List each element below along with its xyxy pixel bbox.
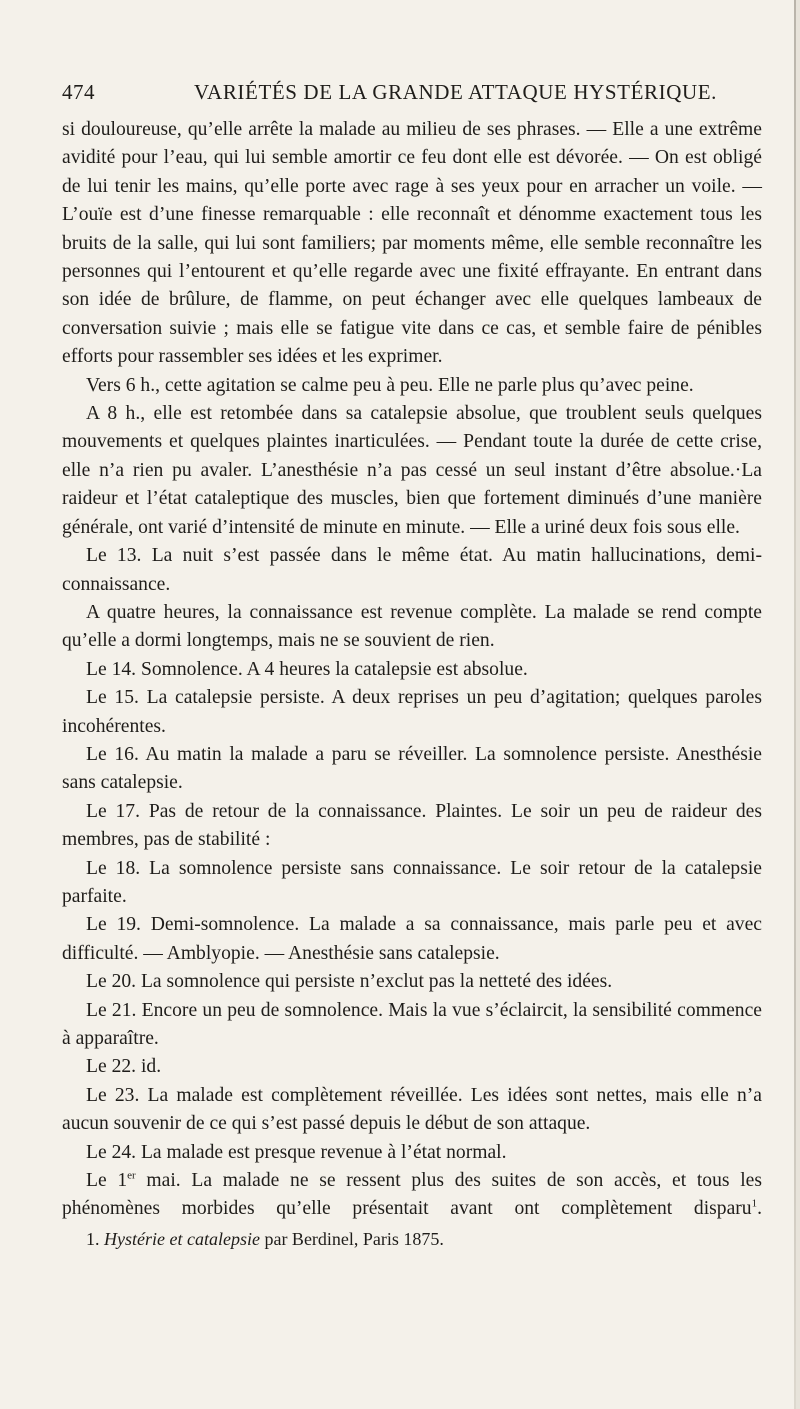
page-content bbox=[62, 80, 762, 1252]
paragraph-final bbox=[62, 1167, 762, 1224]
footnote-title: Hystérie et catalepsie bbox=[104, 1228, 260, 1249]
paragraph: Le 17. Pas de retour de la connaissance. Plaintes. Le soir un peu de raideur des membres, pas de stabilité : bbox=[62, 800, 762, 851]
paragraph: A 8 h., elle est retombée dans sa catalepsie absolue, que troublent seuls quelques mouvements et quelques plaintes inarticulées. — Pendant toute la durée de cette crise, elle n’a rien pu avaler. L’anesthésie n’a pas cessé un seul instant d’être absolue.·La raideur et l’état cataleptique des muscles, bien que fortement diminués d’une manière générale, ont varié d’intensité de minute en minute. — Elle a uriné deux fois sous elle. bbox=[62, 403, 762, 538]
page-edge-shadow bbox=[796, 0, 800, 1409]
final-day-superscript: er bbox=[127, 1169, 136, 1182]
running-title: VARIÉTÉS DE LA GRANDE ATTAQUE HYSTÉRIQUE. bbox=[194, 80, 718, 104]
paragraph: Le 15. La catalepsie persiste. A deux reprises un peu d’agitation; quelques paroles incohérentes. bbox=[62, 687, 762, 737]
final-day: Le 1 bbox=[86, 1170, 128, 1192]
paragraph: Le 18. La somnolence persiste sans connaissance. Le soir retour de la catalepsie parfaite. bbox=[62, 857, 762, 907]
footnote-citation: par Berdinel, Paris 1875. bbox=[259, 1228, 444, 1249]
paragraph: Le 19. Demi-somnolence. La malade a sa connaissance, mais parle peu et avec difficulté. — Amblyopie. — Anesthésie sans catalepsie. bbox=[62, 914, 762, 964]
paragraph: Le 23. La malade est complètement réveillée. Les idées sont nettes, mais elle n’a aucun souvenir de ce qui s’est passé depuis le début de son attaque. bbox=[62, 1084, 762, 1135]
running-header bbox=[62, 80, 762, 114]
page-number: 474 bbox=[62, 80, 95, 104]
final-period: . bbox=[757, 1198, 762, 1220]
page-edge bbox=[794, 0, 796, 1409]
paragraph: Le 20. La somnolence qui persiste n’exclut pas la netteté des idées. bbox=[86, 971, 613, 993]
paragraph: si douloureuse, qu’elle arrête la malade au milieu de ses phrases. — Elle a une extrême avidité pour l’eau, qui lui semble amortir ce feu dont elle est dévorée. — On est obligé de lui tenir les mains, qu’elle porte avec rage à ses yeux pour en arracher un voile. — L’ouïe est d’une finesse remarquable : elle reconnaît et dénomme exactement tous les bruits de la salle, qui lui sont familiers; par moments même, elle semble reconnaître les personnes qui l’entourent et qu’elle regarde avec une fixité effrayante. En entrant dans son idée de brûlure, de flamme, on peut échanger avec elle quelques lambeaux de conversation suivie ; mais elle se fatigue vite dans ce cas, et semble faire de pénibles efforts pour rassembler ses idées et les exprimer. bbox=[62, 119, 762, 368]
body-text bbox=[62, 116, 762, 1224]
paragraph: Le 16. Au matin la malade a paru se réveiller. La somnolence persiste. Anesthésie sans catalepsie. bbox=[62, 743, 762, 794]
footnote bbox=[62, 1226, 762, 1252]
paragraph: Le 14. Somnolence. A 4 heures la catalepsie est absolue. bbox=[86, 658, 528, 680]
footnote-number: 1. bbox=[86, 1228, 100, 1249]
final-text: mai. La malade ne se ressent plus des suites de son accès, et tous les phénomènes morbides qu’elle présentait avant ont complètement disparu bbox=[62, 1170, 762, 1220]
paragraph: Vers 6 h., cette agitation se calme peu à peu. Elle ne parle plus qu’avec peine. bbox=[86, 374, 694, 396]
paragraph: Le 22. id. bbox=[86, 1056, 162, 1078]
footnote-reference: 1 bbox=[751, 1197, 758, 1210]
paragraph: A quatre heures, la connaissance est revenue complète. La malade se rend compte qu’elle a dormi longtemps, mais ne se souvient de rien. bbox=[62, 601, 762, 652]
paragraph: Le 13. La nuit s’est passée dans le même état. Au matin hallucinations, demi-connaissance. bbox=[62, 545, 762, 595]
paragraph: Le 21. Encore un peu de somnolence. Mais la vue s’éclaircit, la sensibilité commence à apparaître. bbox=[62, 999, 762, 1049]
paragraph: Le 24. La malade est presque revenue à l’état normal. bbox=[86, 1141, 507, 1163]
